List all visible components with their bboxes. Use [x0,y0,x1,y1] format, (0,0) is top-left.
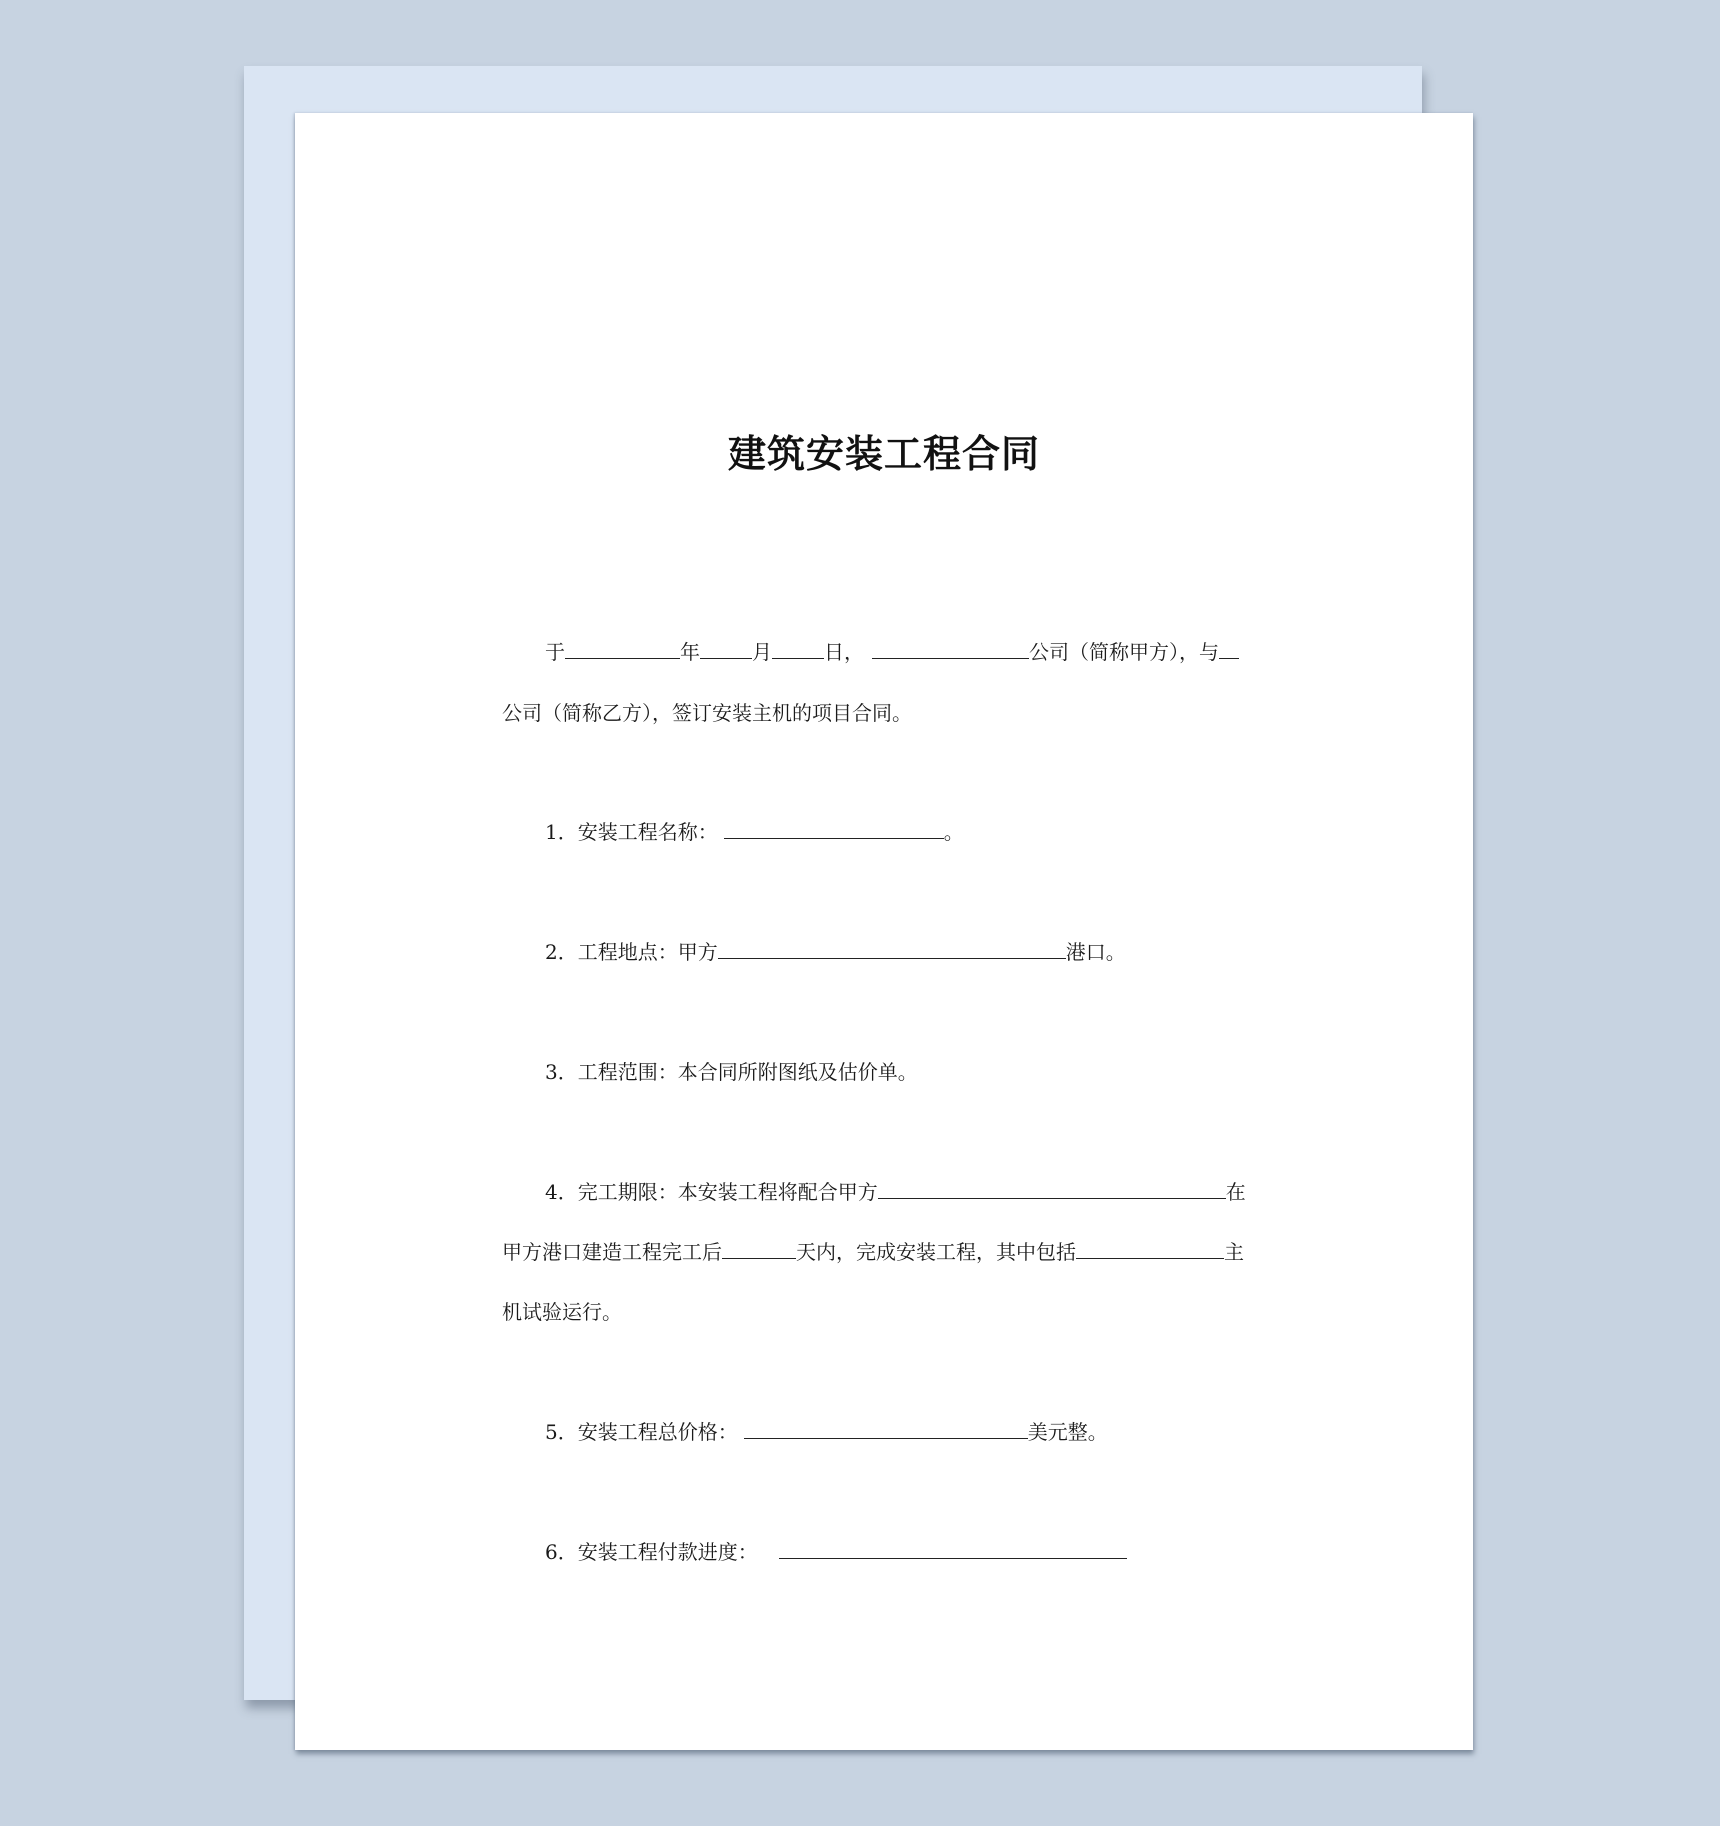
text-day: 日， [824,640,864,664]
text-month: 月 [752,640,772,664]
intro-line-2: 公司（简称乙方），签订安装主机的项目合同。 [502,701,912,725]
item-5-label: 5．安装工程总价格： [545,1420,738,1444]
blank-coordination[interactable] [878,1178,1226,1199]
item-4-text-a: 甲方港口建造工程完工后 [502,1240,722,1264]
item-4-label: 4．完工期限：本安装工程将配合甲方 [545,1180,878,1204]
blank-days[interactable] [722,1238,796,1259]
item-1-label: 1．安装工程名称： [545,820,718,844]
document-title: 建筑安装工程合同 [727,432,1040,476]
blank-party-a[interactable] [872,638,1029,659]
item-2-suffix: 港口。 [1065,940,1126,964]
item-5-suffix: 美元整。 [1027,1420,1108,1444]
item-6-label: 6．安装工程付款进度： [545,1540,758,1564]
item-4-line-3: 机试验运行。 [502,1300,622,1324]
item-2-label: 2．工程地点：甲方 [545,940,718,964]
item-4-text-b: 天内，完成安装工程，其中包括 [796,1240,1076,1264]
blank-total-price[interactable] [744,1418,1028,1439]
item-1-suffix: 。 [943,820,964,844]
text-party-a: 公司（简称甲方），与 [1029,640,1219,664]
item-4-text-c: 主 [1224,1240,1244,1264]
blank-year[interactable] [565,638,680,659]
blank-party-b[interactable] [1219,638,1239,659]
text-year: 年 [680,640,700,664]
item-6 [502,1538,1316,1566]
blank-day[interactable] [772,638,824,659]
item-5 [502,1418,1316,1446]
item-3 [502,1058,1316,1086]
contract-page [295,113,1473,1750]
item-4-line-1 [502,1178,1316,1206]
blank-location[interactable] [718,938,1066,959]
blank-month[interactable] [700,638,752,659]
blank-project-name[interactable] [724,818,944,839]
item-2 [502,938,1316,966]
item-4-line-2 [502,1238,1273,1266]
blank-payment-schedule[interactable] [779,1538,1127,1559]
item-3-label: 3．工程范围：本合同所附图纸及估价单。 [545,1060,918,1084]
item-1 [502,818,1316,846]
item-4-suffix: 在 [1225,1180,1246,1204]
text-yu: 于 [545,640,565,664]
blank-includes[interactable] [1076,1238,1224,1259]
intro-line-1 [502,638,1316,666]
